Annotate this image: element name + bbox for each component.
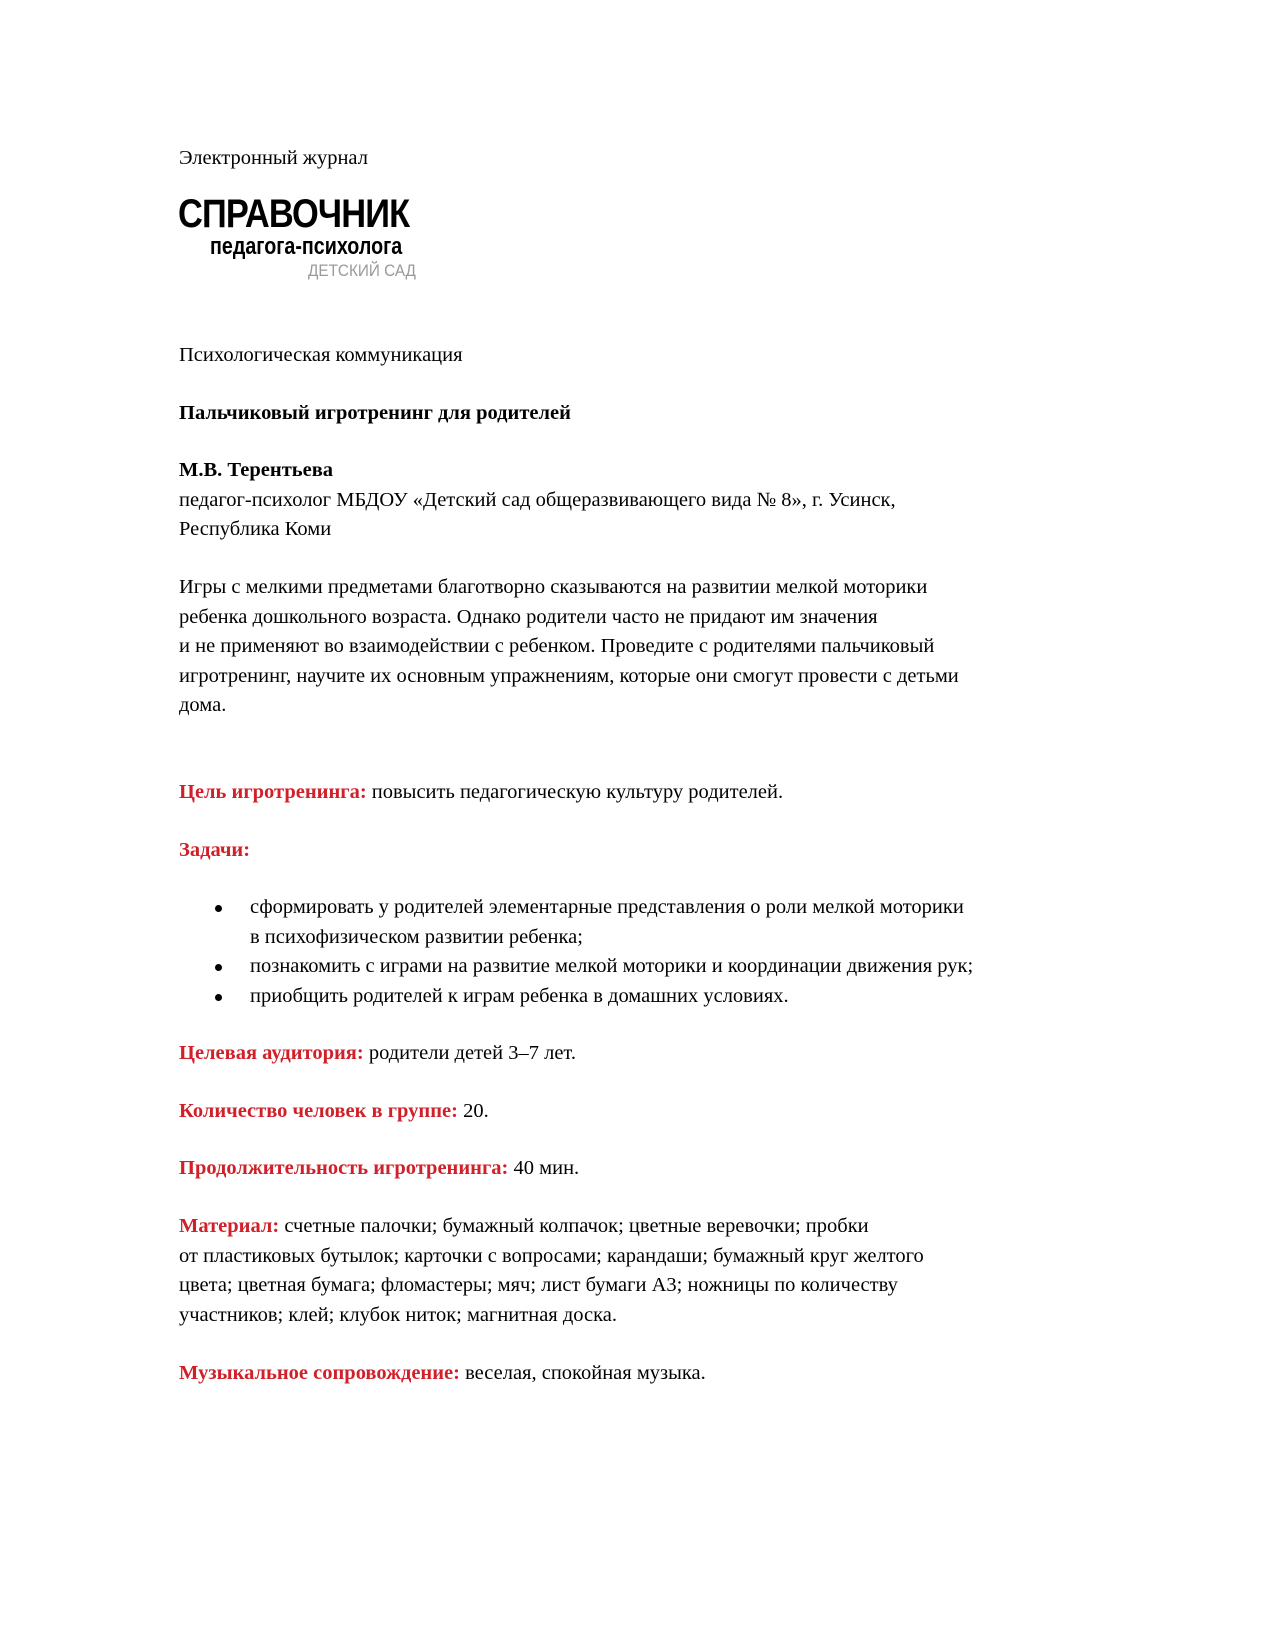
task-item xyxy=(179,952,973,982)
author-position-line: педагог-психолог МБДОУ «Детский сад общеразвивающего вида № 8», г. Усинск, xyxy=(179,488,896,511)
duration-text: 40 мин. xyxy=(508,1157,580,1179)
bullet-icon xyxy=(215,964,222,971)
audience-label: Целевая аудитория: xyxy=(179,1042,364,1064)
task-item xyxy=(179,893,973,952)
group-size xyxy=(179,1097,489,1127)
material-label: Материал: xyxy=(179,1215,280,1237)
task-item xyxy=(179,982,973,1012)
intro-paragraph xyxy=(179,573,959,721)
goal-label: Цель игротренинга: xyxy=(179,781,367,803)
intro-line: ребенка дошкольного возраста. Однако родители часто не придают им значения xyxy=(179,605,878,628)
music xyxy=(179,1359,706,1389)
section-label: Психологическая коммуникация xyxy=(179,344,463,366)
material-line: от пластиковых бутылок; карточки с вопросами; карандаши; бумажный круг желтого xyxy=(179,1244,924,1267)
author-name: М.В. Терентьева xyxy=(179,459,334,481)
intro-line: игротренинг, научите их основным упражнениям, которые они смогут провести с детьми xyxy=(179,664,959,687)
journal-logo xyxy=(178,192,438,285)
tasks-list xyxy=(179,893,973,1011)
task-line: приобщить родителей к играм ребенка в домашних условиях. xyxy=(250,984,789,1007)
task-line: сформировать у родителей элементарные представления о роли мелкой моторики xyxy=(250,896,964,918)
author-block xyxy=(179,456,896,545)
task-line: познакомить с играми на развитие мелкой моторики и координации движения рук; xyxy=(250,955,974,978)
material-line: счетные палочки; бумажный колпачок; цветные веревочки; пробки xyxy=(279,1215,869,1237)
tasks-label: Задачи: xyxy=(179,839,251,861)
journal-label: Электронный журнал xyxy=(179,147,368,169)
task-line: в психофизическом развитии ребенка; xyxy=(250,925,583,948)
author-position-line: Республика Коми xyxy=(179,518,332,541)
goal xyxy=(179,778,783,808)
group-size-label: Количество человек в группе: xyxy=(179,1100,458,1122)
material-line: цвета; цветная бумага; фломастеры; мяч; лист бумаги А3; ножницы по количеству xyxy=(179,1274,898,1297)
music-label: Музыкальное сопровождение: xyxy=(179,1362,460,1384)
bullet-icon xyxy=(215,994,222,1001)
intro-line: дома. xyxy=(179,694,227,717)
intro-line: Игры с мелкими предметами благотворно сказываются на развитии мелкой моторики xyxy=(179,576,928,598)
audience-text: родители детей 3–7 лет. xyxy=(363,1042,576,1064)
material xyxy=(179,1212,924,1330)
logo-line-1: СПРАВОЧНИК xyxy=(178,192,410,236)
material-line: участников; клей; клубок ниток; магнитная доска. xyxy=(179,1303,618,1326)
logo-line-3: ДЕТСКИЙ САД xyxy=(308,261,416,280)
goal-text: повысить педагогическую культуру родителей. xyxy=(366,781,784,803)
group-size-text: 20. xyxy=(457,1100,489,1122)
intro-line: и не применяют во взаимодействии с ребенком. Проведите с родителями пальчиковый xyxy=(179,635,935,658)
article-title: Пальчиковый игротренинг для родителей xyxy=(179,402,571,424)
logo-line-2: педагога-психолога xyxy=(210,233,403,260)
audience xyxy=(179,1039,576,1069)
duration xyxy=(179,1154,579,1184)
duration-label: Продолжительность игротренинга: xyxy=(179,1157,509,1179)
bullet-icon xyxy=(215,905,222,912)
music-text: веселая, спокойная музыка. xyxy=(459,1362,706,1384)
